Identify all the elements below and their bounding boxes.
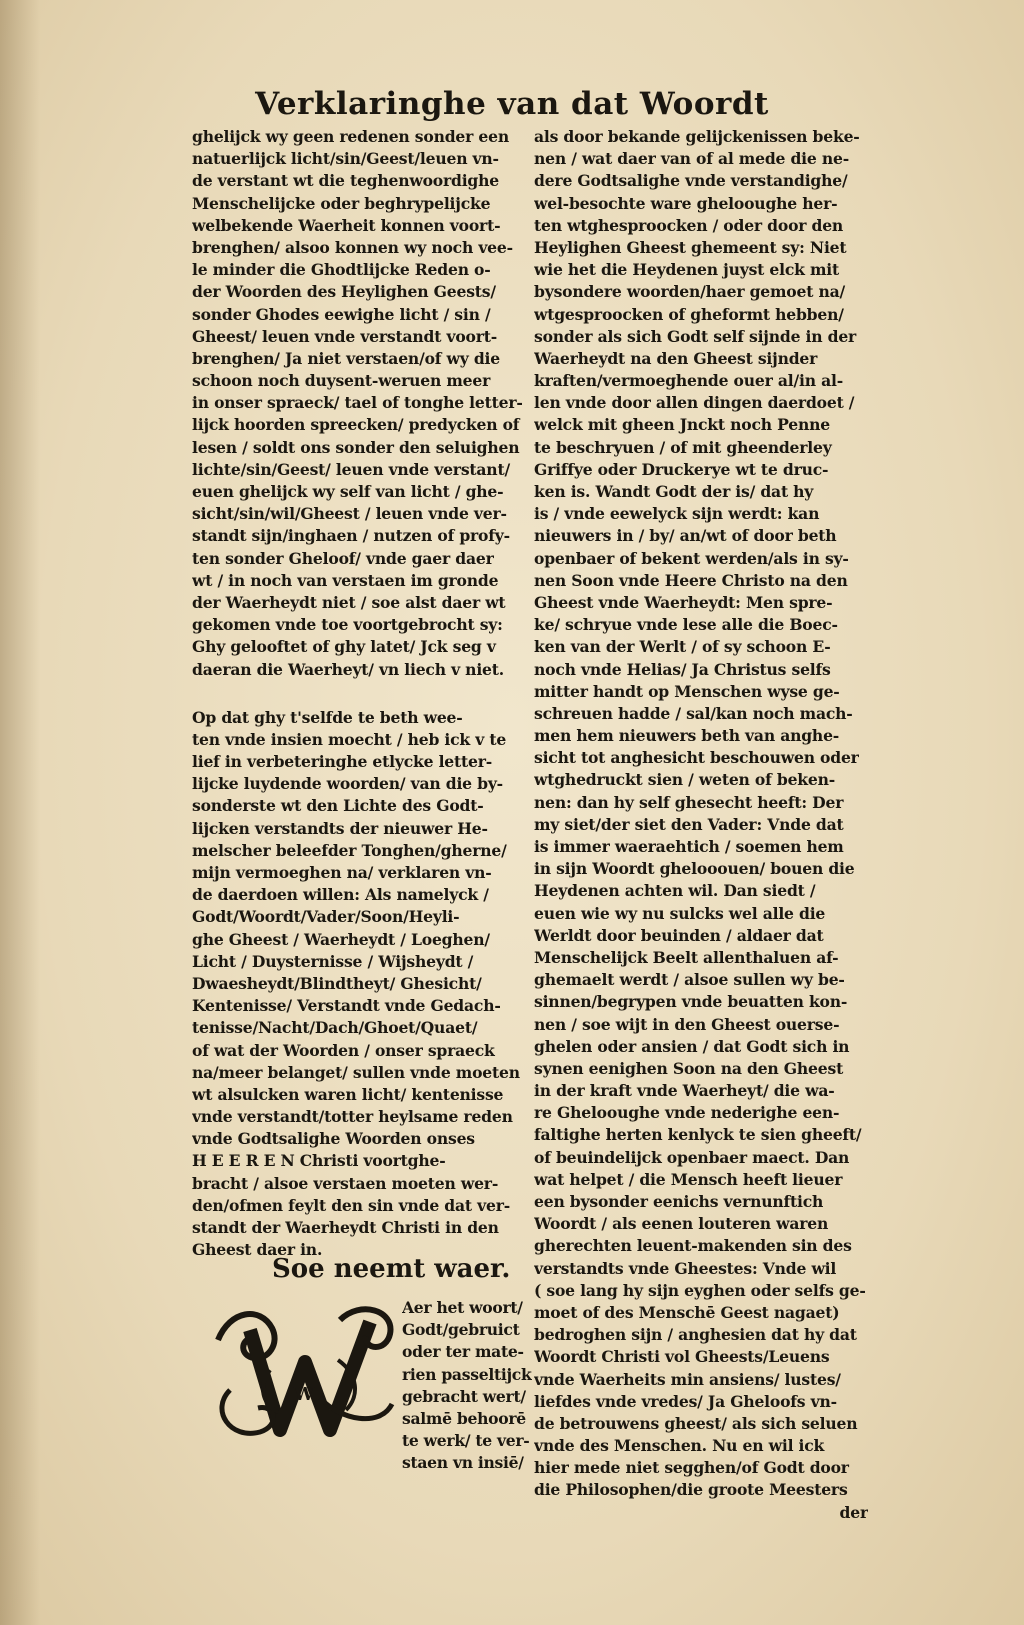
text-line: is / vnde eewelyck sijn werdt: kan (534, 504, 820, 524)
section-heading: Soe neemt waer. (272, 1254, 511, 1284)
text-line: oder ter mate- (402, 1342, 524, 1362)
text-line: le minder die Ghodtlijcke Reden o- (192, 260, 491, 280)
text-line: welbekende Waerheit konnen voort- (192, 215, 501, 235)
text-line: ghelen oder ansien / dat Godt sich in (534, 1036, 850, 1056)
text-line: Waerheydt na den Gheest sijnder (534, 348, 818, 368)
running-header: Verklaringhe van dat Woordt (255, 86, 769, 122)
text-line: vnde Godtsalighe Woorden onses (192, 1129, 475, 1149)
text-line: H E E R E N Christi voortghe- (192, 1151, 446, 1171)
text-line: te beschryuen / of mit gheenderley (534, 437, 832, 457)
text-line: Menschelijck Beelt allenthaluen af- (534, 947, 839, 967)
text-line: ken is. Wandt Godt der is/ dat hy (534, 482, 814, 501)
initial-side-text (402, 1297, 532, 1475)
text-line: nen / wat daer van of al mede die ne- (534, 149, 849, 169)
text-line: die Philosophen/die groote Meesters (534, 1480, 848, 1500)
text-line: standt sijn/inghaen / nutzen of profy- (192, 526, 510, 546)
text-line: bracht / alsoe verstaen moeten wer- (192, 1173, 499, 1193)
text-line: na/meer belanget/ sullen vnde moeten (192, 1062, 520, 1082)
text-line: Woordt Christi vol Gheests/Leuens (534, 1347, 830, 1367)
text-line: moet of des Menschē Geest nagaet) (534, 1302, 840, 1322)
text-line: ke/ schryue vnde lese alle die Boec- (534, 615, 838, 635)
text-line: sonder Ghodes eewighe licht / sin / (192, 304, 491, 324)
text-line: synen eenighen Soon na den Gheest (534, 1058, 844, 1078)
text-line: schoon noch duysent-weruen meer (192, 371, 491, 391)
text-line: Heylighen Gheest ghemeent sy: Niet (534, 237, 847, 257)
text-line: Op dat ghy t'selfde te beth wee- (192, 707, 463, 727)
ornate-initial-w-icon (210, 1300, 398, 1446)
text-line: dere Godtsalighe vnde verstandighe/ (534, 171, 848, 191)
text-line: noch vnde Helias/ Ja Christus selfs (534, 659, 831, 679)
text-line: Licht / Duysternisse / Wijsheydt / (192, 951, 474, 971)
text-line: ken van der Werlt / of sy schoon E- (534, 637, 831, 657)
right-column-text (534, 126, 868, 1502)
text-line: Gheest/ leuen vnde verstandt voort- (192, 326, 498, 346)
text-line: lijck hoorden spreecken/ predycken of (192, 415, 520, 435)
text-line: tenisse/Nacht/Dach/Ghoet/Quaet/ (192, 1018, 478, 1038)
text-line: lief in verbeteringhe etlycke letter- (192, 752, 493, 772)
text-line: re Ghelooughe vnde nederighe een- (534, 1103, 840, 1123)
text-line: nen Soon vnde Heere Christo na den (534, 570, 848, 590)
decorated-initial (210, 1300, 398, 1446)
text-line: Menschelijcke oder beghrypelijcke (192, 193, 491, 213)
paragraph-1 (192, 126, 534, 681)
text-line: Griffye oder Druckerye wt te druc- (534, 459, 829, 479)
text-line: sonderste wt den Lichte des Godt- (192, 796, 484, 816)
text-line: lesen / soldt ons sonder den seluighen (192, 437, 520, 457)
catchword: der (839, 1502, 868, 1522)
text-line: ten sonder Gheloof/ vnde gaer daer (192, 548, 494, 568)
left-column (192, 126, 534, 1261)
text-line: sonder als sich Godt self sijnde in der (534, 326, 857, 346)
text-line: standt der Waerheydt Christi in den (192, 1218, 499, 1237)
text-line: de daerdoen willen: Als namelyck / (192, 885, 489, 905)
text-line: nen: dan hy self ghesecht heeft: Der (534, 792, 844, 812)
text-line: Gheest vnde Waerheydt: Men spre- (534, 592, 833, 612)
text-line: de verstant wt die teghenwoordighe (192, 171, 499, 191)
text-line: wt alsulcken waren licht/ kentenisse (192, 1084, 504, 1104)
text-line: als door bekande gelijckenissen beke- (534, 127, 860, 146)
text-line: ghemaelt werdt / alsoe sullen wy be- (534, 970, 845, 990)
text-line: mijn vermoeghen na/ verklaren vn- (192, 863, 492, 882)
text-line: een bysonder eenichs vernunftich (534, 1192, 824, 1211)
text-line: brenghen/ Ja niet verstaen/of wy die (192, 348, 500, 368)
text-line: bedroghen sijn / anghesien dat hy dat (534, 1325, 857, 1345)
text-line: rien passeltijck (402, 1364, 532, 1384)
text-line: ghe Gheest / Waerheydt / Loeghen/ (192, 929, 490, 949)
text-line: len vnde door allen dingen daerdoet / (534, 393, 855, 413)
text-line: wel-besochte ware ghelooughe her- (534, 193, 838, 213)
text-line: openbaer of bekent werden/als in sy- (534, 548, 849, 568)
text-line: faltighe herten kenlyck te sien gheeft/ (534, 1125, 862, 1145)
text-line: euen ghelijck wy self van licht / ghe- (192, 482, 504, 501)
text-line: in der kraft vnde Waerheyt/ die wa- (534, 1081, 835, 1101)
text-line: wtgesproocken of gheformt hebben/ (534, 304, 844, 324)
text-line: ten wtghesproocken / oder door den (534, 215, 844, 235)
text-line: euen wie wy nu sulcks wel alle die (534, 903, 826, 923)
text-line: in onser spraeck/ tael of tonghe letter- (192, 393, 523, 413)
text-line: Kentenisse/ Verstandt vnde Gedach- (192, 996, 501, 1016)
text-line: wtghedruckt sien / weten of beken- (534, 770, 836, 790)
text-line: is immer waeraehtich / soemen hem (534, 837, 844, 856)
text-line: Heydenen achten wil. Dan siedt / (534, 881, 816, 901)
text-line: ghelijck wy geen redenen sonder een (192, 127, 509, 146)
text-line: nieuwers in / by/ an/wt of door beth (534, 526, 837, 546)
paragraph-2 (192, 707, 534, 1262)
text-line: men hem nieuwers beth van anghe- (534, 726, 840, 746)
text-line: der Waerheydt niet / soe alst daer wt (192, 592, 506, 612)
text-line: der Woorden des Heylighen Geests/ (192, 282, 496, 302)
text-line: sicht/sin/wil/Gheest / leuen vnde ver- (192, 504, 507, 524)
text-line: gebracht wert/ (402, 1386, 526, 1406)
text-line: bysondere woorden/haer gemoet na/ (534, 282, 845, 302)
text-line: den/ofmen feylt den sin vnde dat ver- (192, 1195, 511, 1215)
text-line: wt / in noch van verstaen im gronde (192, 570, 499, 590)
text-line: Dwaesheydt/Blindtheyt/ Ghesicht/ (192, 973, 482, 993)
text-line: sicht tot anghesicht beschouwen oder (534, 748, 859, 768)
text-line: gekomen vnde toe voortgebrocht sy: (192, 615, 503, 635)
text-line: schreuen hadde / sal/kan noch mach- (534, 703, 853, 723)
text-line: kraften/vermoeghende ouer al/in al- (534, 371, 843, 391)
text-line: vnde des Menschen. Nu en wil ick (534, 1436, 825, 1456)
text-line: mitter handt op Menschen wyse ge- (534, 681, 840, 701)
text-line: of beuindelijck openbaer maect. Dan (534, 1147, 850, 1167)
text-line: Woordt / als eenen louteren waren (534, 1214, 829, 1234)
text-line: welck mit gheen Jnckt noch Penne (534, 415, 830, 435)
text-line: Werldt door beuinden / aldaer dat (534, 925, 824, 945)
text-line: gherechten leuent-makenden sin des (534, 1236, 852, 1256)
text-line: vnde Waerheits min ansiens/ lustes/ (534, 1369, 841, 1389)
text-line: liefdes vnde vredes/ Ja Gheloofs vn- (534, 1391, 837, 1411)
text-line: te werk/ te ver- (402, 1431, 530, 1451)
text-line: of wat der Woorden / onser spraeck (192, 1040, 495, 1060)
text-line: Gheest daer in. (192, 1240, 323, 1260)
text-line: ten vnde insien moecht / heb ick v te (192, 729, 507, 749)
text-line: brenghen/ alsoo konnen wy noch vee- (192, 237, 513, 257)
text-line: nen / soe wijt in den Gheest ouerse- (534, 1014, 840, 1034)
text-line: staen vn insiē/ (402, 1453, 524, 1473)
text-line: melscher beleefder Tonghen/gherne/ (192, 840, 507, 860)
text-line: verstandts vnde Gheestes: Vnde wil (534, 1258, 837, 1278)
text-line: vnde verstandt/totter heylsame reden (192, 1107, 513, 1127)
initial-letter: W (293, 1384, 315, 1405)
text-line: hier mede niet segghen/of Godt door (534, 1458, 849, 1478)
text-line: lijcke luydende woorden/ van die by- (192, 774, 503, 794)
text-line: salmē behoorē (402, 1408, 526, 1428)
text-line: Godt/Woordt/Vader/Soon/Heyli- (192, 907, 460, 927)
text-line: in sijn Woordt ghelooouen/ bouen die (534, 859, 855, 879)
text-line: Aer het woort/ (402, 1298, 523, 1317)
text-line: daeran die Waerheyt/ vn liech v niet. (192, 659, 504, 679)
text-line: de betrouwens gheest/ als sich seluen (534, 1413, 858, 1433)
text-line: Godt/gebruict (402, 1320, 520, 1340)
text-line: lichte/sin/Geest/ leuen vnde verstant/ (192, 459, 510, 479)
text-line: ( soe lang hy sijn eyghen oder selfs ge- (534, 1280, 866, 1300)
text-line: sinnen/begrypen vnde beuatten kon- (534, 992, 848, 1012)
text-line: wie het die Heydenen juyst elck mit (534, 260, 839, 280)
text-line: Ghy gelooftet of ghy latet/ Jck seg v (192, 637, 496, 657)
text-line: wat helpet / die Mensch heeft lieuer (534, 1169, 843, 1189)
right-column (534, 126, 868, 1524)
text-line: lijcken verstandts der nieuwer He- (192, 818, 488, 838)
text-line: my siet/der siet den Vader: Vnde dat (534, 814, 844, 834)
text-line: natuerlijck licht/sin/Geest/leuen vn- (192, 149, 499, 169)
